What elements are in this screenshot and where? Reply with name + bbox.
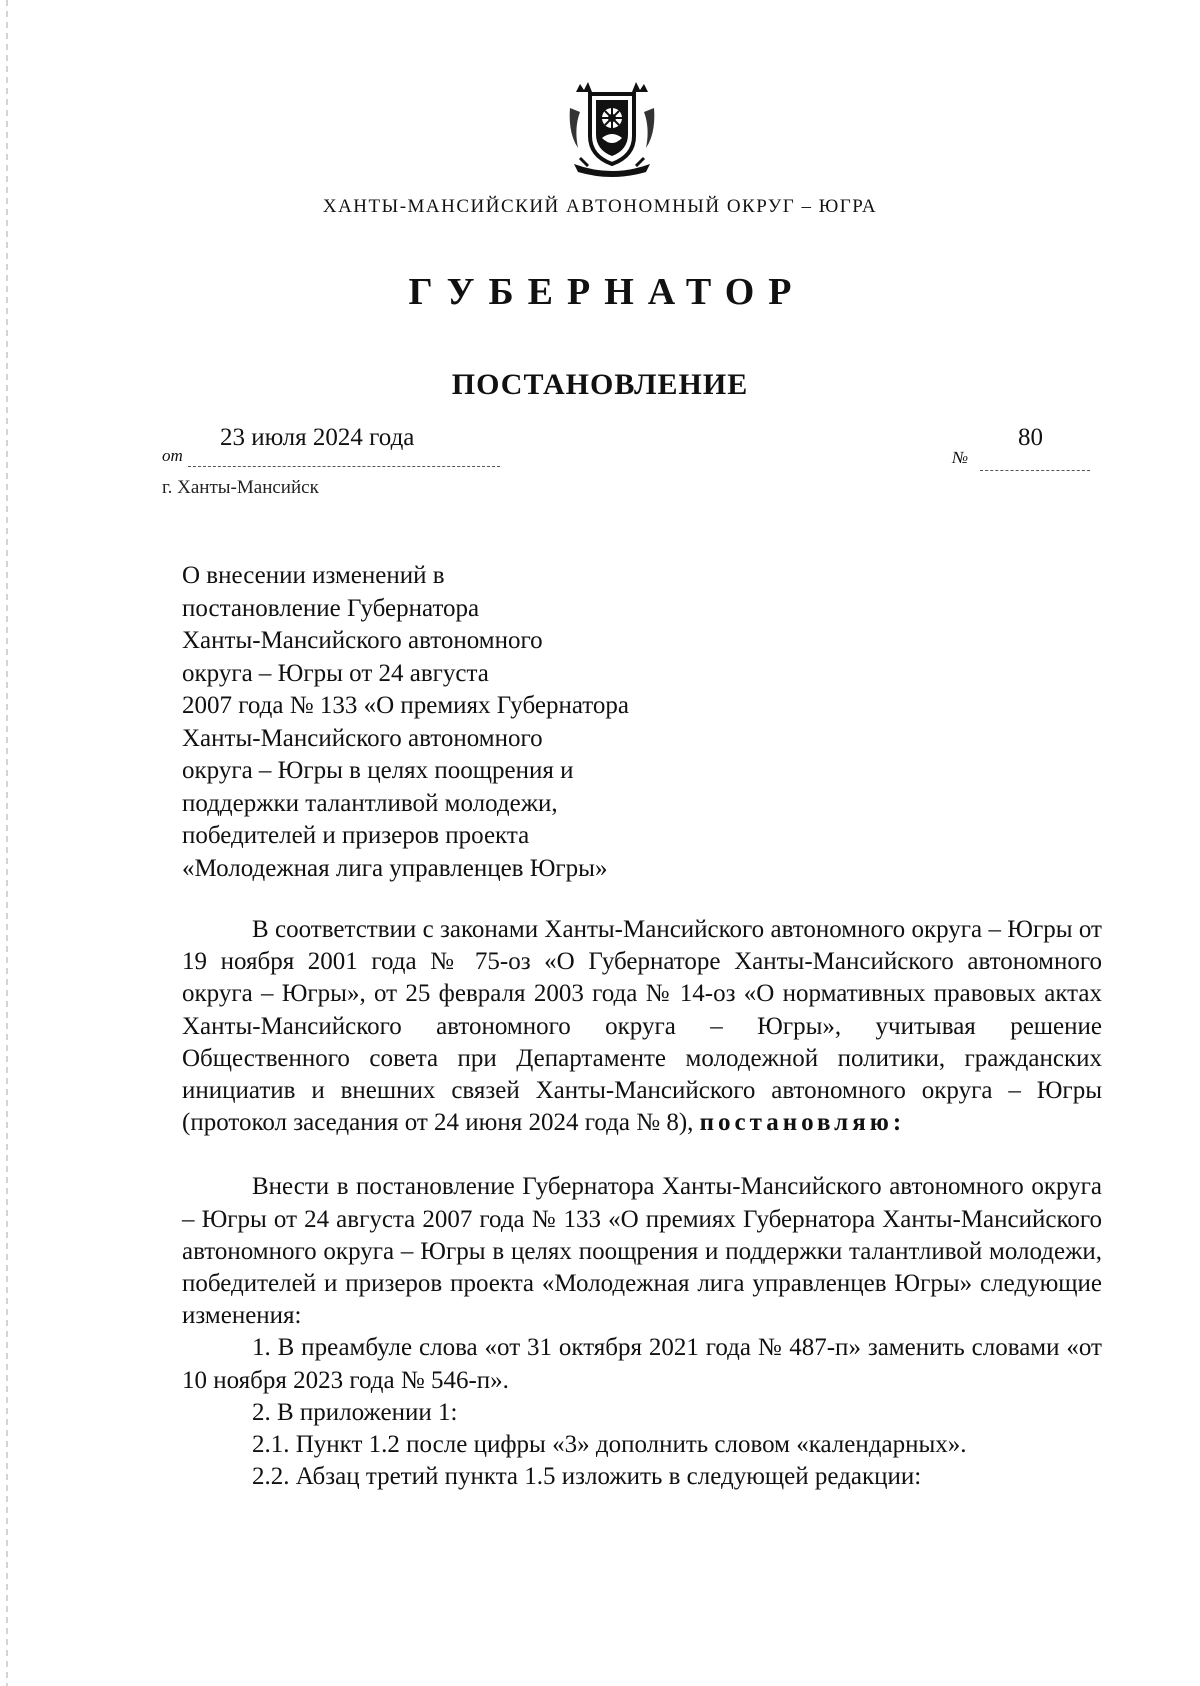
subject-line: Ханты-Мансийского автономного <box>182 627 543 654</box>
document-date: 23 июля 2024 года <box>220 424 415 451</box>
authority-title: ГУБЕРНАТОР <box>408 271 806 313</box>
subject-line: победителей и призеров проекта <box>182 822 530 849</box>
subject-line: 2007 года № 133 «О премиях Губернатора <box>182 692 629 719</box>
amendment-item: 2. В приложении 1: <box>252 1398 458 1426</box>
number-label: № <box>952 448 969 467</box>
subject-line: О внесении изменений в <box>182 562 445 589</box>
subject-line: поддержки талантливой молодежи, <box>182 789 558 817</box>
date-label: от <box>162 446 183 465</box>
intro-paragraph: Внести в постановление Губернатора Ханты-Мансийского автономного округа – Югры от 24 августа 2007 года № 133 «О премиях Губернатора Ханты-Мансийского автономного округа – Югры в целях поощрения и поддержки талантливой молодежи, победителей и призеров проекта «Молодежная лига управленцев Югры» следующие изменения: <box>182 1173 1102 1330</box>
place-of-issue: г. Ханты-Мансийск <box>162 477 319 498</box>
amendment-item: 2.2. Абзац третий пункта 1.5 изложить в следующей редакции: <box>252 1463 922 1491</box>
document-body <box>182 914 1102 1493</box>
scan-edge-artifact <box>6 0 8 1686</box>
subject-line: «Молодежная лига управленцев Югры» <box>182 854 608 882</box>
amendment-item: 1. В преамбуле слова «от 31 октября 2021 года № 487-п» заменить словами «от 10 ноября 2023 года № 546-п». <box>182 1334 1102 1394</box>
subject-line: округа – Югры от 24 августа <box>182 659 489 687</box>
region-name: ХАНТЫ-МАНСИЙСКИЙ АВТОНОМНЫЙ ОКРУГ – ЮГРА <box>322 196 878 217</box>
subject-line: постановление Губернатора <box>182 594 480 622</box>
preamble-paragraph <box>182 914 1102 1139</box>
document-subject <box>182 560 742 885</box>
coat-of-arms-icon <box>566 78 658 178</box>
subject-line: Ханты-Мансийского автономного <box>182 724 543 752</box>
document-number: 80 <box>1018 424 1043 451</box>
number-underline <box>980 470 1090 471</box>
amendment-item: 2.1. Пункт 1.2 после цифры «3» дополнить словом «календарных». <box>252 1431 967 1459</box>
subject-line: округа – Югры в целях поощрения и <box>182 757 574 784</box>
decree-colon: : <box>892 1109 906 1137</box>
preamble-text: В соответствии с законами Ханты-Мансийского автономного округа – Югры от 19 ноября 2001 года № 75-оз «О Губернаторе Ханты-Мансийского автономного округа – Югры», от 25 февраля 2003 года № 14-оз «О нормативных правовых актах Ханты-Мансийского автономного округа – Югры», учитывая решение Общественного совета при Департаменте молодежной политики, гражданских инициатив и внешних связей Ханты-Мансийского автономного округа – Югры (протокол заседания от 24 июня 2024 года № 8), <box>182 916 1102 1137</box>
date-underline <box>188 466 500 467</box>
document-type: ПОСТАНОВЛЕНИЕ <box>451 368 749 401</box>
decree-word: постановляю <box>699 1109 893 1137</box>
